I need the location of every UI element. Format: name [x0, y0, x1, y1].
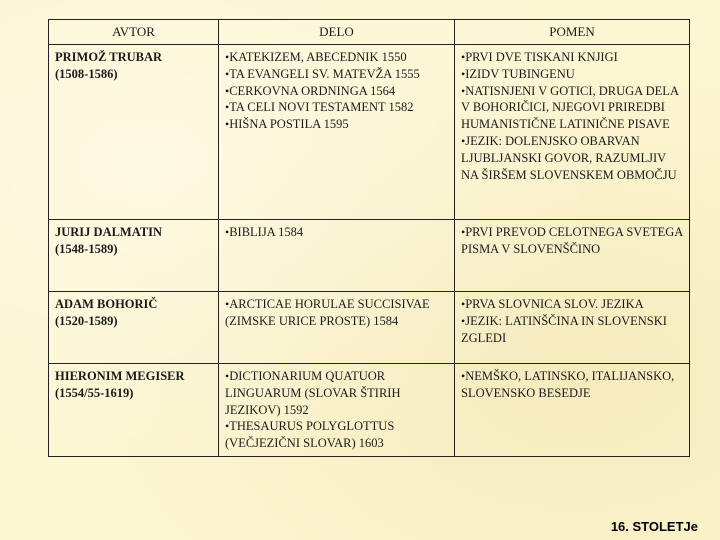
work-item: • ARCTICAE HORULAE SUCCISIVAE (ZIMSKE URICE PROSTE) 1584 [225, 296, 448, 330]
note-item: • PRVI PREVOD CELOTNEGA SVETEGA PISMA V SLOVENŠČINO [461, 224, 683, 258]
table-row [49, 292, 690, 364]
author-cell [49, 292, 219, 364]
works-cell [219, 364, 455, 457]
work-item: • BIBLIJA 1584 [225, 224, 448, 241]
notes-cell [455, 45, 690, 220]
header-author: AVTOR [49, 20, 219, 45]
author-years: (1548-1589) [55, 241, 118, 256]
note-item: • JEZIK: DOLENJSKO OBARVAN LJUBLJANSKI GOVOR, RAZUMLJIV NA ŠIRŠEM SLOVENSKEM OBMOČJU [461, 133, 683, 183]
works-cell [219, 45, 455, 220]
table-row [49, 220, 690, 292]
note-item: • IZIDV TUBINGENU [461, 66, 683, 83]
header-note: POMEN [455, 20, 690, 45]
author-cell [49, 220, 219, 292]
literature-table [48, 19, 690, 457]
author-name: PRIMOŽ TRUBAR [55, 50, 163, 64]
note-item: • JEZIK: LATINŠČINA IN SLOVENSKI ZGLEDI [461, 313, 683, 347]
author-years: (1508-1586) [55, 66, 118, 81]
author-years: (1554/55-1619) [55, 385, 134, 400]
author-cell [49, 45, 219, 220]
author-years: (1520-1589) [55, 313, 118, 328]
work-item: • TA CELI NOVI TESTAMENT 1582 [225, 99, 448, 116]
author-name: ADAM BOHORIČ [55, 297, 158, 311]
author-name: HIERONIM MEGISER [55, 369, 185, 383]
table-header-row [49, 20, 690, 45]
notes-cell [455, 364, 690, 457]
header-work: DELO [219, 20, 455, 45]
author-name: JURIJ DALMATIN [55, 225, 163, 239]
century-label: 16. STOLETJe [610, 519, 698, 534]
note-item: • PRVI DVE TISKANI KNJIGI [461, 49, 683, 66]
work-item: • TA EVANGELI SV. MATEVŽA 1555 [225, 66, 448, 83]
work-item: • HIŠNA POSTILA 1595 [225, 116, 448, 133]
note-item: • NEMŠKO, LATINSKO, ITALIJANSKO, SLOVENSKO BESEDJE [461, 368, 683, 402]
table-row [49, 364, 690, 457]
note-item: • NATISNJENI V GOTICI, DRUGA DELA V BOHORIČICI, NJEGOVI PRIREDBI HUMANISTIČNE LATINIČNE PISAVE [461, 83, 683, 133]
notes-cell [455, 220, 690, 292]
work-item: • KATEKIZEM, ABECEDNIK 1550 [225, 49, 448, 66]
works-cell [219, 220, 455, 292]
work-item: • DICTIONARIUM QUATUOR LINGUARUM (SLOVAR ŠTIRIH JEZIKOV) 1592 [225, 368, 448, 418]
work-item: • THESAURUS POLYGLOTTUS (VEČJEZIČNI SLOVAR) 1603 [225, 418, 448, 452]
note-item: • PRVA SLOVNICA SLOV. JEZIKA [461, 296, 683, 313]
author-cell [49, 364, 219, 457]
table-row [49, 45, 690, 220]
notes-cell [455, 292, 690, 364]
work-item: • CERKOVNA ORDNINGA 1564 [225, 83, 448, 100]
works-cell [219, 292, 455, 364]
